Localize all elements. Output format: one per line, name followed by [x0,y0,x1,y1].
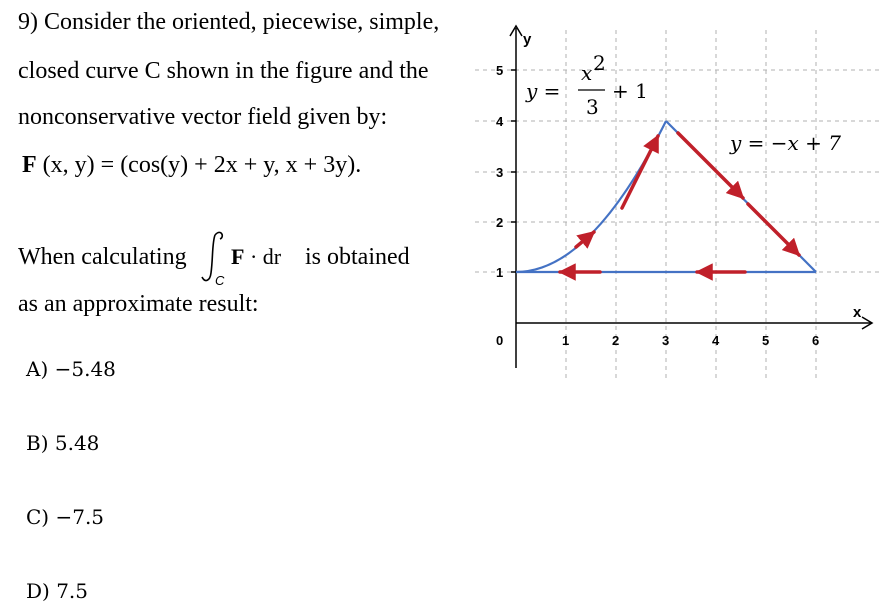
option-d[interactable] [26,579,88,603]
question-line-6: as an approximate result: [18,291,259,317]
option-a[interactable] [26,357,116,381]
x-tick-1: 1 [562,333,570,348]
option-c-label: C) [26,505,50,529]
parabola-lhs: y = [526,79,561,103]
x-tick-2: 2 [612,333,620,348]
option-d-label: D) [26,579,50,603]
x-tick-4: 4 [712,333,720,348]
option-b-value: 5.48 [54,431,100,455]
x-tick-3: 3 [662,333,670,348]
y-tick-4: 4 [496,114,504,129]
when-calculating-text: When calculating [18,244,187,270]
question-line-3: nonconservative vector field given by: [18,104,388,130]
line-equation: y = −x + 7 [730,131,842,155]
axes [510,26,872,368]
option-d-value: 7.5 [56,579,89,603]
question-line-2: closed curve C shown in the figure and the [18,58,429,84]
x-tick-6: 6 [812,333,820,348]
integrand-F: F [231,244,245,269]
arrow-line-2 [748,204,799,255]
field-components: (x, y) = (cos(y) + 2x + y, x + 3y). [36,152,362,178]
y-tick-1: 1 [496,265,504,280]
arrow-parabola-1 [576,232,594,247]
option-c-value: −7.5 [55,505,105,529]
x-tick-5: 5 [762,333,770,348]
parabola-tail: + 1 [612,79,648,103]
parabola-equation [525,51,648,119]
option-b[interactable] [26,431,99,455]
question-line-1: 9) Consider the oriented, piecewise, simple, [18,9,440,35]
y-tick-5: 5 [496,63,504,78]
parabola-numerator: x [581,61,593,85]
field-symbol: F [22,152,37,178]
obtained-text: is obtained [305,244,410,270]
vector-field-definition [22,151,361,179]
parabola-segment [516,121,666,272]
option-b-label: B) [26,431,49,455]
integrand-dr: · dr [244,244,282,269]
origin-label: 0 [496,333,504,348]
option-c[interactable] [26,505,104,529]
y-axis-label: y [523,31,532,48]
parabola-denominator: 3 [586,95,599,119]
integrand [231,243,281,271]
option-a-label: A) [26,357,49,381]
x-axis-label: x [853,304,862,321]
y-tick-3: 3 [496,165,504,180]
curve-figure [460,10,880,380]
option-a-value: −5.48 [54,357,116,381]
y-tick-2: 2 [496,215,504,230]
parabola-exponent: 2 [593,51,606,75]
integral-subscript: C [215,273,225,287]
